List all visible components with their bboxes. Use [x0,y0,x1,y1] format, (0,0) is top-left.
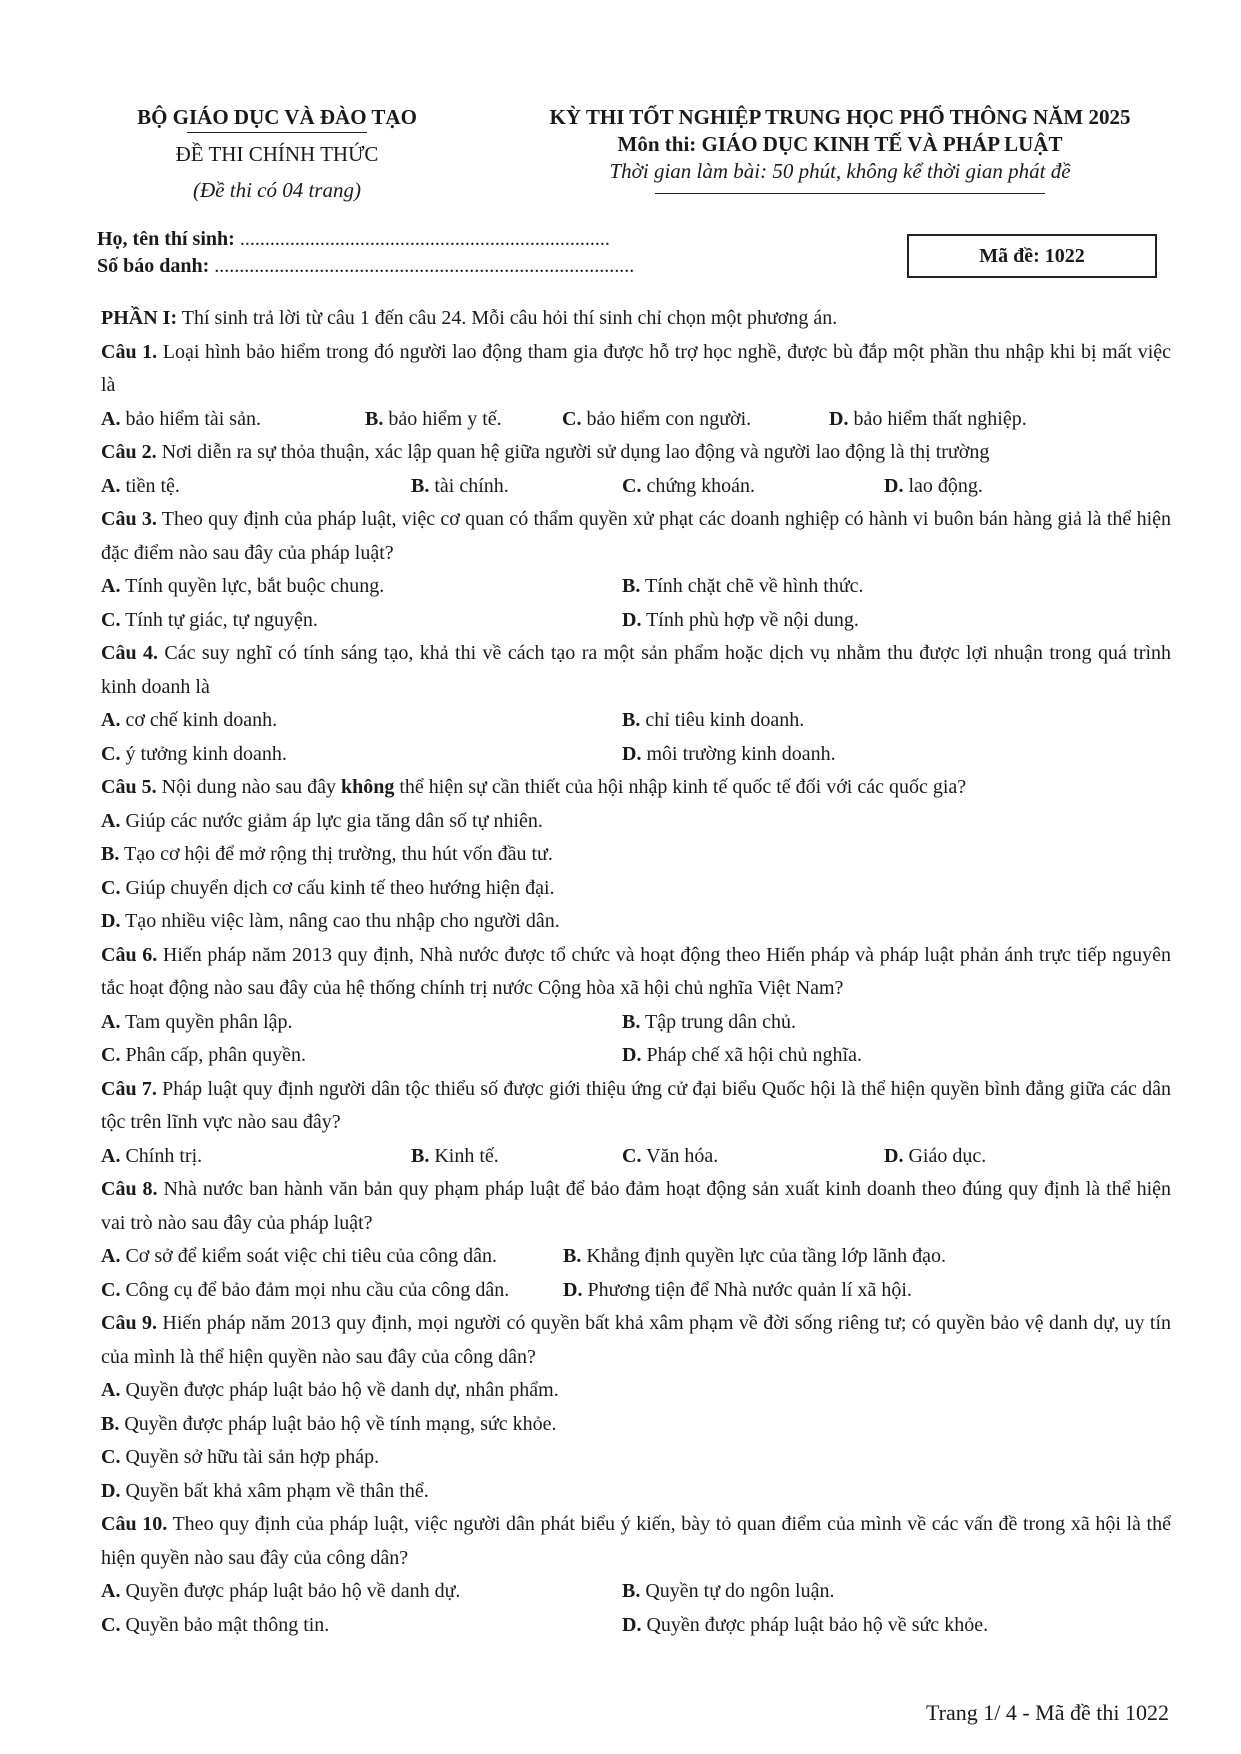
option-a[interactable]: A. tiền tệ. [101,474,180,497]
option-d[interactable]: D. môi trường kinh doanh. [622,742,836,765]
option-d[interactable]: D. Tạo nhiều việc làm, nâng cao thu nhập cho người dân. [101,910,560,932]
option-b[interactable]: B. Tập trung dân chủ. [622,1010,797,1033]
option-d[interactable]: D. Phương tiện để Nhà nước quản lí xã hội. [563,1278,912,1301]
question-5 [101,771,1171,805]
question-1 [101,336,1171,403]
option-d[interactable]: D. Quyền được pháp luật bảo hộ về sức khỏe. [622,1613,989,1636]
option-c[interactable]: C. Văn hóa. [622,1144,719,1167]
question-number: Câu 8. [101,1178,158,1200]
option-c[interactable]: C. Quyền bảo mật thông tin. [101,1613,330,1636]
candidate-id-row [97,253,634,280]
question-emphasis: không [341,776,395,798]
question-number: Câu 4. [101,642,158,664]
option-a[interactable]: A. Quyền được pháp luật bảo hộ về danh dự, nhân phẩm. [101,1379,559,1401]
option-d[interactable]: D. Giáo dục. [884,1144,987,1167]
option-c[interactable]: C. Quyền sở hữu tài sản hợp pháp. [101,1446,380,1468]
page-footer: Trang 1/ 4 - Mã đề thi 1022 [925,1700,1169,1725]
part-text: Thí sinh trả lời từ câu 1 đến câu 24. Mỗi câu hỏi thí sinh chỉ chọn một phương án. [177,307,838,329]
question-text: hàng giả là thể hiện đặc điểm nào sau đây của pháp luật? [101,508,1172,564]
option-c[interactable]: C. chứng khoán. [622,474,756,497]
official-label: ĐỀ THI CHÍNH THỨC [175,142,379,166]
option-c[interactable]: C. bảo hiểm con người. [562,407,752,430]
question-number: Câu 9. [101,1312,157,1334]
question-text: quá trình kinh doanh là [101,642,1172,698]
option-d[interactable]: D. lao động. [884,474,983,497]
option-d[interactable]: D. Tính phù hợp về nội dung. [622,608,859,631]
ministry-underline [187,132,367,133]
options-row [101,570,1171,604]
options-row [101,1274,1171,1308]
question-4 [101,637,1171,704]
options-row [101,470,1171,504]
option-b[interactable]: B. Quyền được pháp luật bảo hộ về tính mạng, sức khỏe. [101,1412,557,1435]
candidate-info [97,226,634,280]
option-b[interactable]: B. Tạo cơ hội để mở rộng thị trường, thu hút vốn đầu tư. [101,843,553,865]
option-b[interactable]: B. Tính chặt chẽ về hình thức. [622,575,864,597]
question-text: Theo quy định của pháp luật, việc người dân phát biểu ý kiến, bày tỏ quan điểm của mình về các vấn đề trong [172,1513,1066,1535]
options-row [101,1006,1171,1040]
option-a[interactable]: A. Giúp các nước giảm áp lực gia tăng dân số tự nhiên. [101,809,543,832]
candidate-name-row [97,226,634,253]
question-number: Câu 1. [101,340,158,363]
exam-title: KỲ THI TỐT NGHIỆP TRUNG HỌC PHỔ THÔNG NĂM 2025 [549,105,1131,129]
question-6 [101,939,1171,1006]
option-b[interactable]: B. Quyền tự do ngôn luận. [622,1580,835,1602]
option-a[interactable]: A. Tính quyền lực, bắt buộc chung. [101,575,385,597]
option-b[interactable]: B. Kinh tế. [411,1144,499,1167]
option-c[interactable]: C. Giúp chuyển dịch cơ cấu kinh tế theo hướng hiện đại. [101,876,555,899]
question-9 [101,1307,1171,1374]
option-a[interactable]: A. cơ chế kinh doanh. [101,709,278,731]
question-number: Câu 3. [101,508,157,530]
option-b[interactable]: B. bảo hiểm y tế. [365,407,502,430]
part-label: PHẦN I: [101,307,178,329]
question-text: Nơi diễn ra sự thỏa thuận, xác lập quan hệ giữa người sử dụng lao động và người lao động là thị trường [161,441,990,463]
question-text: Nội dung nào sau đây [161,776,341,798]
options-row [101,1575,1171,1609]
question-8 [101,1173,1171,1240]
question-text: là thể hiện vai trò nào sau đây của pháp luật? [101,1178,1172,1234]
question-3 [101,503,1171,570]
part-instruction [101,302,1171,336]
header-left [112,104,442,204]
question-number: Câu 2. [101,441,157,463]
duration-note: Thời gian làm bài: 50 phút, không kể thời gian phát đề [609,159,1071,183]
question-number: Câu 6. [101,943,158,966]
candidate-id-label: Số báo danh: [97,255,210,277]
candidate-name-label: Họ, tên thí sinh: [97,228,235,250]
option-c[interactable]: C. ý tưởng kinh doanh. [101,742,287,765]
option-d[interactable]: D. Quyền bất khả xâm phạm về thân thể. [101,1479,429,1502]
ministry-name: BỘ GIÁO DỤC VÀ ĐÀO TẠO [137,105,417,129]
option-d[interactable]: D. Pháp chế xã hội chủ nghĩa. [622,1044,862,1066]
question-text: thể hiện sự cần thiết của hội nhập kinh tế quốc tế đối với các quốc gia? [394,776,967,798]
option-c[interactable]: C. Công cụ để bảo đảm mọi nhu cầu của công dân. [101,1278,510,1301]
options-row [101,738,1171,772]
header-right [500,104,1180,185]
exam-code-box: Mã đề: 1022 [907,234,1157,278]
option-c[interactable]: C. Phân cấp, phân quyền. [101,1044,306,1066]
options-row [101,403,1171,437]
option-a[interactable]: A. Tam quyền phân lập. [101,1010,293,1033]
pages-note: (Đề thi có 04 trang) [193,178,361,202]
options-row [101,604,1171,638]
option-a[interactable]: A. Cơ sở để kiểm soát việc chi tiêu của công dân. [101,1245,498,1267]
question-text: khi bị mất việc là [101,340,1172,396]
question-text: Loại hình bảo hiểm trong đó người lao động tham gia được hỗ trợ học nghề, được bù đắp một phần thu nhập [162,340,1045,363]
question-text: Hiến pháp năm 2013 quy định, Nhà nước được tổ chức và hoạt động theo Hiến pháp và pháp luật phản ánh [162,943,1034,966]
option-d[interactable]: D. bảo hiểm thất nghiệp. [829,407,1027,430]
question-number: Câu 7. [101,1077,157,1100]
option-b[interactable]: B. tài chính. [411,474,509,497]
option-a[interactable]: A. bảo hiểm tài sản. [101,407,261,430]
question-number: Câu 5. [101,776,157,798]
question-text: xã hội là thể hiện quyền nào sau đây của công dân? [101,1513,1171,1569]
option-c[interactable]: C. Tính tự giác, tự nguyện. [101,608,318,631]
option-a[interactable]: A. Chính trị. [101,1144,203,1167]
question-text: Các suy nghĩ có tính sáng tạo, khả thi về cách tạo ra một sản phẩm hoặc dịch vụ nhằm thu được lợi nhuận trong [164,642,1092,664]
question-list [101,302,1171,1642]
question-10 [101,1508,1171,1575]
subject-title: Môn thi: GIÁO DỤC KINH TẾ VÀ PHÁP LUẬT [617,132,1063,156]
question-text: Nhà nước ban hành văn bản quy phạm pháp luật để bảo đảm hoạt động sản xuất kinh doanh theo đúng quy định [163,1178,1080,1200]
candidate-name-field[interactable]: .......................................................................... [234,228,610,250]
options-row [101,1140,1171,1174]
options-row [101,704,1171,738]
duration-underline [655,193,1045,194]
question-2 [101,436,1171,470]
candidate-id-field[interactable]: .................................................................................... [209,255,635,277]
question-text: danh dự, uy tín của mình là thể hiện quyền nào sau đây của công dân? [101,1312,1172,1368]
option-b[interactable]: B. Khẳng định quyền lực của tầng lớp lãnh đạo. [563,1245,947,1267]
question-text: giữa các dân tộc trên lĩnh vực nào sau đây? [101,1077,1172,1133]
options-row [101,1240,1171,1274]
option-a[interactable]: A. Quyền được pháp luật bảo hộ về danh dự. [101,1580,461,1602]
options-row [101,1039,1171,1073]
question-7 [101,1073,1171,1140]
question-text: Theo quy định của pháp luật, việc cơ quan có thẩm quyền xử phạt các doanh nghiệp có hành vi buôn bán [161,508,1008,530]
question-text: Hiến pháp năm 2013 quy định, mọi người có quyền bất khả xâm phạm về đời sống riêng tư; có quyền bảo vệ [162,1312,1044,1334]
option-b[interactable]: B. chỉ tiêu kinh doanh. [622,709,805,731]
question-text: Pháp luật quy định người dân tộc thiểu số được giới thiệu ứng cử đại biểu Quốc hội là thể hiện quyền bình đẳng [162,1077,1065,1100]
question-text: trực tiếp nguyên tắc hoạt động nào sau đây của hệ thống chính trị nước Cộng hòa xã hội chủ nghĩa Việt Nam? [101,943,1172,999]
options-row [101,1609,1171,1643]
question-number: Câu 10. [101,1513,168,1535]
